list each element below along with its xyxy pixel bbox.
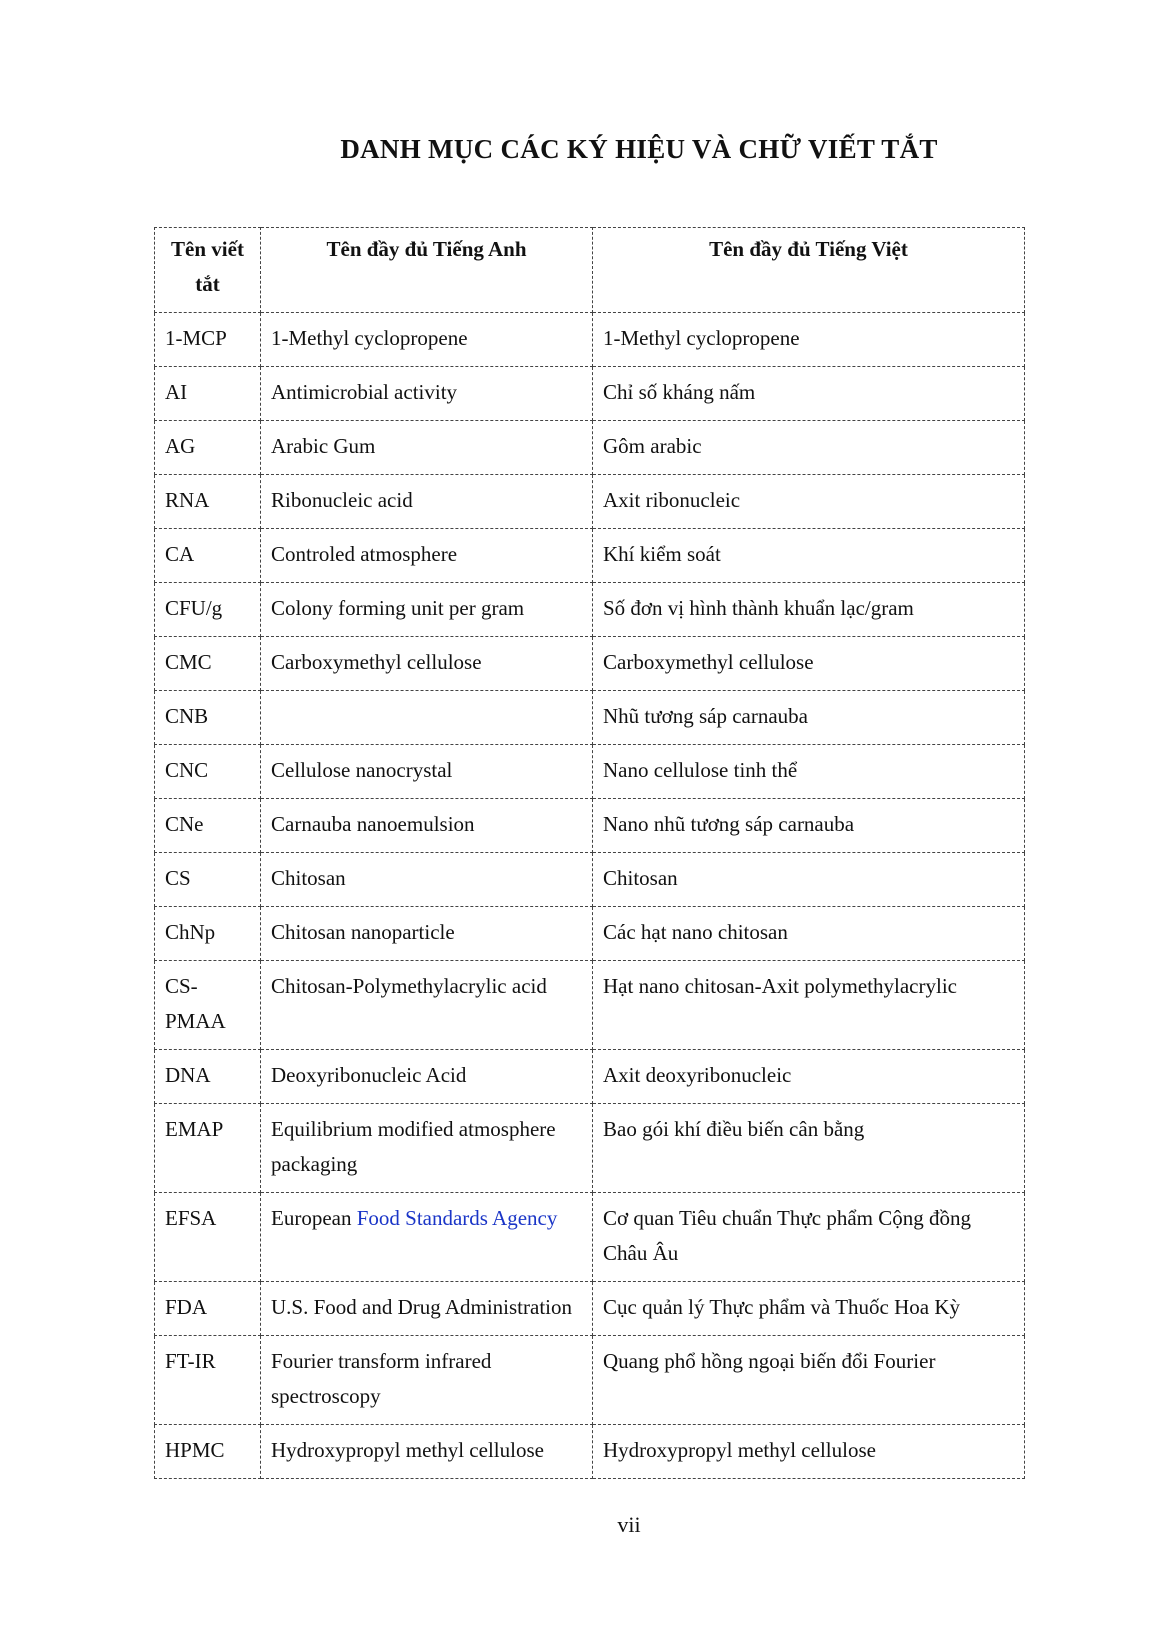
table-row	[155, 583, 1025, 637]
cell-english-name: U.S. Food and Drug Administration	[261, 1282, 593, 1336]
header-english-name: Tên đầy đủ Tiếng Anh	[261, 228, 593, 313]
cell-vietnamese-name: Khí kiểm soát	[593, 529, 1025, 583]
table-row	[155, 637, 1025, 691]
cell-abbreviation: AG	[155, 421, 261, 475]
cell-vietnamese-name: Nhũ tương sáp carnauba	[593, 691, 1025, 745]
table-row	[155, 529, 1025, 583]
cell-english-name: Cellulose nanocrystal	[261, 745, 593, 799]
english-name-text: European	[271, 1206, 352, 1230]
table-row	[155, 1104, 1025, 1193]
cell-abbreviation: CMC	[155, 637, 261, 691]
table-row	[155, 475, 1025, 529]
cell-english-name: Colony forming unit per gram	[261, 583, 593, 637]
cell-abbreviation: FT-IR	[155, 1336, 261, 1425]
cell-abbreviation: EMAP	[155, 1104, 261, 1193]
page-number: vii	[617, 1512, 641, 1537]
table-row	[155, 1282, 1025, 1336]
cell-english-name: Chitosan-Polymethylacrylic acid	[261, 961, 593, 1050]
cell-english-name	[261, 691, 593, 745]
page-title: DANH MỤC CÁC KÝ HIỆU VÀ CHỮ VIẾT TẮT	[340, 134, 938, 164]
cell-vietnamese-name: Các hạt nano chitosan	[593, 907, 1025, 961]
cell-english-name: Deoxyribonucleic Acid	[261, 1050, 593, 1104]
table-row	[155, 1425, 1025, 1479]
cell-vietnamese-name: 1-Methyl cyclopropene	[593, 313, 1025, 367]
header-vietnamese-name: Tên đầy đủ Tiếng Việt	[593, 228, 1025, 313]
cell-abbreviation: EFSA	[155, 1193, 261, 1282]
cell-english-name: 1-Methyl cyclopropene	[261, 313, 593, 367]
cell-english-name: Hydroxypropyl methyl cellulose	[261, 1425, 593, 1479]
cell-vietnamese-name: Quang phổ hồng ngoại biến đổi Fourier	[593, 1336, 1025, 1425]
abbreviation-table	[154, 227, 1025, 1479]
cell-english-name: Equilibrium modified atmosphere packaging	[261, 1104, 593, 1193]
cell-vietnamese-name: Cục quản lý Thực phẩm và Thuốc Hoa Kỳ	[593, 1282, 1025, 1336]
cell-english-name: Arabic Gum	[261, 421, 593, 475]
cell-abbreviation: DNA	[155, 1050, 261, 1104]
cell-abbreviation: CS-PMAA	[155, 961, 261, 1050]
table-row	[155, 367, 1025, 421]
cell-english-name: Carboxymethyl cellulose	[261, 637, 593, 691]
cell-vietnamese-name: Nano cellulose tinh thể	[593, 745, 1025, 799]
table-row	[155, 1193, 1025, 1282]
cell-abbreviation: CNe	[155, 799, 261, 853]
cell-english-name: Controled atmosphere	[261, 529, 593, 583]
table-row	[155, 1050, 1025, 1104]
table-row	[155, 421, 1025, 475]
cell-vietnamese-name: Bao gói khí điều biến cân bằng	[593, 1104, 1025, 1193]
cell-english-name: Chitosan nanoparticle	[261, 907, 593, 961]
cell-english-name: Antimicrobial activity	[261, 367, 593, 421]
cell-abbreviation: CS	[155, 853, 261, 907]
cell-vietnamese-name: Axit deoxyribonucleic	[593, 1050, 1025, 1104]
table-header-row	[155, 228, 1025, 313]
cell-abbreviation: CFU/g	[155, 583, 261, 637]
cell-abbreviation: AI	[155, 367, 261, 421]
cell-vietnamese-name: Axit ribonucleic	[593, 475, 1025, 529]
cell-english-name: Carnauba nanoemulsion	[261, 799, 593, 853]
cell-abbreviation: CNC	[155, 745, 261, 799]
table-row	[155, 853, 1025, 907]
table-row	[155, 961, 1025, 1050]
cell-english-name: Fourier transform infrared spectroscopy	[261, 1336, 593, 1425]
cell-abbreviation: CNB	[155, 691, 261, 745]
cell-vietnamese-name: Hạt nano chitosan-Axit polymethylacrylic	[593, 961, 1025, 1050]
cell-abbreviation: ChNp	[155, 907, 261, 961]
cell-abbreviation: RNA	[155, 475, 261, 529]
cell-vietnamese-name: Carboxymethyl cellulose	[593, 637, 1025, 691]
cell-abbreviation: 1-MCP	[155, 313, 261, 367]
cell-abbreviation: CA	[155, 529, 261, 583]
cell-vietnamese-name: Chitosan	[593, 853, 1025, 907]
cell-vietnamese-name: Chỉ số kháng nấm	[593, 367, 1025, 421]
cell-vietnamese-name: Hydroxypropyl methyl cellulose	[593, 1425, 1025, 1479]
cell-vietnamese-name: Cơ quan Tiêu chuẩn Thực phẩm Cộng đồng Châu Âu	[593, 1193, 1025, 1282]
cell-vietnamese-name: Gôm arabic	[593, 421, 1025, 475]
table-row	[155, 799, 1025, 853]
cell-english-name	[261, 1193, 593, 1282]
cell-abbreviation: HPMC	[155, 1425, 261, 1479]
english-name-link[interactable]: Food Standards Agency	[356, 1206, 558, 1230]
cell-english-name: Chitosan	[261, 853, 593, 907]
table-row	[155, 313, 1025, 367]
cell-english-name: Ribonucleic acid	[261, 475, 593, 529]
table-row	[155, 1336, 1025, 1425]
cell-vietnamese-name: Số đơn vị hình thành khuẩn lạc/gram	[593, 583, 1025, 637]
cell-abbreviation: FDA	[155, 1282, 261, 1336]
table-row	[155, 691, 1025, 745]
header-abbreviation: Tên viết tắt	[155, 228, 261, 313]
table-row	[155, 745, 1025, 799]
table-row	[155, 907, 1025, 961]
cell-vietnamese-name: Nano nhũ tương sáp carnauba	[593, 799, 1025, 853]
